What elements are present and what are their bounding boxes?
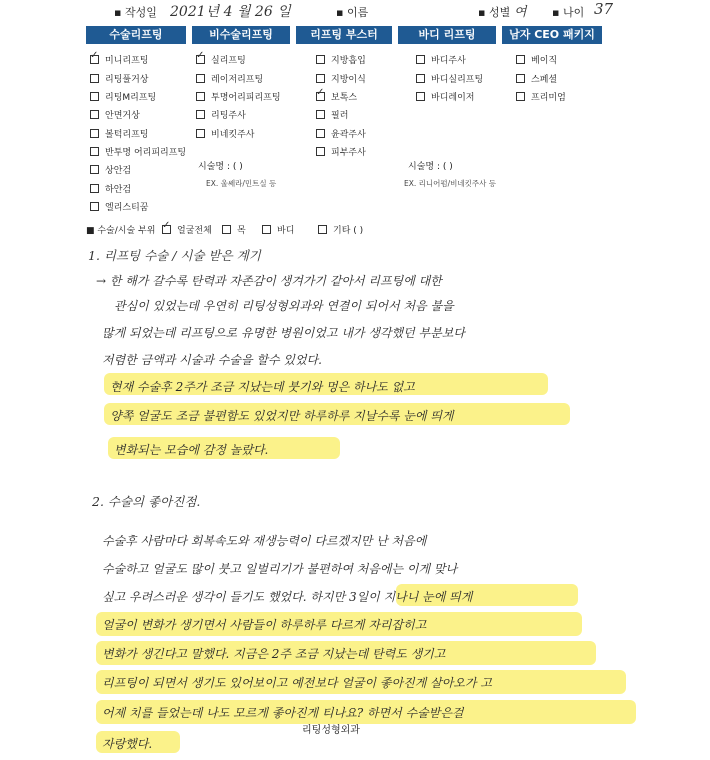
procedure-example-2: EX. 울쎄라/민트실 등 [206,179,277,188]
gender-label: ▪ 성별 [478,6,511,19]
procedure-name-label-4: 시술명 : ( ) [408,162,453,172]
checkbox-icon[interactable] [90,74,99,83]
category-lifting-booster: 리프팅 부스터 [296,26,392,44]
option-botox[interactable]: ✓보톡스 [316,90,357,103]
option-body-injection[interactable]: 바디주사 [416,53,466,66]
option-full-lift[interactable]: 리팅풀거상 [90,72,148,85]
option-fat-graft[interactable]: 지방이식 [316,72,366,85]
checkbox-icon[interactable] [316,74,325,83]
checkbox-icon[interactable] [262,225,271,234]
checkbox-icon[interactable] [318,225,327,234]
checkbox-icon[interactable] [516,74,525,83]
option-contour-injection[interactable]: 윤곽주사 [316,127,366,140]
checkbox-icon[interactable] [196,129,205,138]
section1-line: 관심이 있었는데 우연히 리팅성형외과와 연결이 되어서 처음 불을 [114,299,454,313]
checkbox-icon[interactable] [90,147,99,156]
section1-line: → 한 해가 갈수록 탄력과 자존감이 생겨가기 같아서 리프팅에 대한 [96,274,442,288]
section2-line: 수술하고 얼굴도 많이 붓고 일벌리기가 불편하여 처음에는 이게 맞나 [102,562,458,576]
checkbox-icon[interactable] [316,55,325,64]
option-mini-lifting[interactable]: ✓미니리프팅 [90,53,148,66]
section2-line: 변화가 생긴다고 말했다. 지금은 2주 조금 지났는데 탄력도 생기고 [102,647,446,661]
checkbox-checked-icon[interactable] [90,55,99,64]
area-neck[interactable]: 목 [222,223,246,236]
date-label: ▪ 작성일 [114,6,157,19]
section1-line: 변화되는 모습에 감정 놀랐다. [114,443,269,457]
checkbox-icon[interactable] [416,92,425,101]
category-body-lifting: 바디 리프팅 [398,26,496,44]
section1-line: 양쪽 얼굴도 조금 불편함도 있었지만 하루하루 지날수록 눈에 띄게 [110,409,454,423]
checkbox-icon[interactable] [316,110,325,119]
section2-line: 싶고 우려스러운 생각이 들기도 했었다. 하지만 3일이 지나니 눈에 띄게 [102,590,473,604]
option-cheek-jaw-lifting[interactable]: 볼턱리프팅 [90,127,148,140]
clinic-name-footer: 리팅성형외과 [302,725,360,736]
category-surgical-lifting: 수술리프팅 [86,26,186,44]
category-male-ceo-package: 남자 CEO 패키지 [502,26,602,44]
option-laser-lifting[interactable]: 레이저리프팅 [196,72,263,85]
checkbox-icon[interactable] [196,74,205,83]
checkbox-icon[interactable] [90,202,99,211]
area-label: ■ 수술/시술 부위 [86,226,156,236]
section2-line: 얼굴이 변화가 생기면서 사람들이 하루하루 다르게 자리잡히고 [102,618,427,632]
checkbox-icon[interactable] [316,129,325,138]
option-basic[interactable]: 베이직 [516,53,557,66]
option-m-lifting[interactable]: 리팅M리프팅 [90,90,156,103]
checkbox-icon[interactable] [90,92,99,101]
checkbox-icon[interactable] [416,55,425,64]
area-full-face[interactable]: ✓ 얼굴전체 [162,223,212,236]
option-body-thread-lifting[interactable]: 바디실리프팅 [416,72,483,85]
category-nonsurgical-lifting: 비수술리프팅 [192,26,290,44]
procedure-example-4: EX. 리니어펌/비네킷주사 등 [404,179,497,188]
checkbox-icon[interactable] [416,74,425,83]
option-thread-lifting[interactable]: ✓실리프팅 [196,53,246,66]
option-elastic[interactable]: 엘리스티꿈 [90,200,148,213]
checkbox-icon[interactable] [516,92,525,101]
section2-line: 자랑했다. [102,737,153,751]
section1-line: 많게 되었는데 리프팅으로 유명한 병원이었고 내가 생각했던 부분보다 [102,326,465,340]
gender-value: 여 [514,5,527,20]
checkbox-checked-icon[interactable] [196,55,205,64]
section2-line: 어제 치를 들었는데 나도 모르게 좋아진게 티나요? 하면서 수술받은걸 [102,706,464,720]
checkbox-icon[interactable] [90,184,99,193]
checkbox-icon[interactable] [90,129,99,138]
option-body-laser[interactable]: 바디레이저 [416,90,474,103]
age-value: 37 [594,0,614,18]
section2-line: 수술후 사람마다 회복속도와 재생능력이 다르겠지만 난 처음에 [102,534,427,548]
section1-title: 1. 리프팅 수술 / 시술 받은 계기 [88,248,261,263]
checkbox-icon[interactable] [196,92,205,101]
checkbox-checked-icon[interactable] [162,225,171,234]
checkbox-icon[interactable] [222,225,231,234]
age-label: ▪ 나이 [552,6,585,19]
checkbox-icon[interactable] [316,147,325,156]
area-body[interactable]: 바디 [262,223,294,236]
option-liposuction[interactable]: 지방흡입 [316,53,366,66]
date-value: 2021년 4 월 26 일 [170,4,291,20]
checkbox-icon[interactable] [516,55,525,64]
option-translucent-lifting[interactable]: 반투명 어리피리프팅 [90,145,186,158]
procedure-name-label-2: 시술명 : ( ) [198,162,243,172]
option-filler[interactable]: 필러 [316,108,348,121]
checkbox-icon[interactable] [196,110,205,119]
option-skin-injection[interactable]: 피부주사 [316,145,366,158]
option-lifting-injection[interactable]: 리팅주사 [196,108,246,121]
option-special[interactable]: 스페셜 [516,72,557,85]
option-vnk-injection[interactable]: 비네킷주사 [196,127,254,140]
option-facelift[interactable]: 안면거상 [90,108,140,121]
option-transparent-lifting[interactable]: 투명어리피리프팅 [196,90,281,103]
option-premium[interactable]: 프리미엄 [516,90,566,103]
checkbox-icon[interactable] [90,110,99,119]
option-lower-eyelid[interactable]: 하안검 [90,182,131,195]
area-other[interactable]: 기타 ( ) [318,223,363,236]
section2-line: 리프팅이 되면서 생기도 있어보이고 예전보다 얼굴이 좋아진게 살아오가 고 [102,676,492,690]
section2-title: 2. 수술의 좋아진점. [92,494,201,509]
option-upper-eyelid[interactable]: 상안검 [90,163,131,176]
checkbox-icon[interactable] [90,165,99,174]
name-label: ▪ 이름 [336,6,369,19]
section1-line: 현재 수술후 2주가 조금 지났는데 붓기와 멍은 하나도 없고 [110,380,415,394]
checkbox-checked-icon[interactable] [316,92,325,101]
section1-line: 저렴한 금액과 시술과 수술을 할수 있었다. [102,353,322,367]
